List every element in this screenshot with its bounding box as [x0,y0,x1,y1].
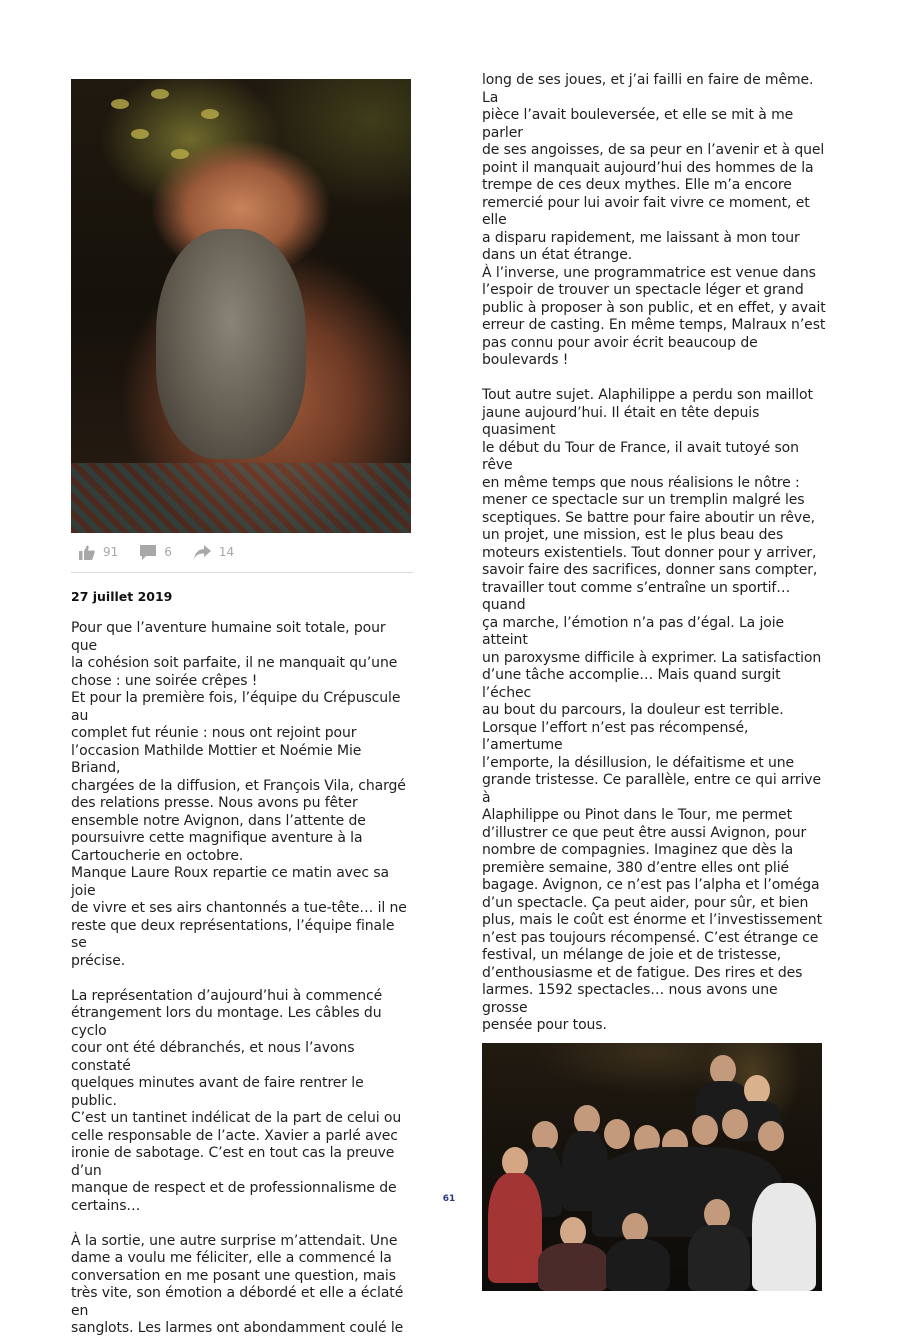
text-line: très vite, son émotion a débordé et elle a éclaté en [71,1285,404,1319]
text-line: a disparu rapidement, me laissant à mon tour [482,229,800,246]
text-line: d’illustrer ce que peut être aussi Avignon, pour [482,824,807,841]
paragraph-gap [482,370,827,388]
text-line: n’est pas toujours récompensé. C’est étrange ce [482,929,819,946]
text-line: sceptiques. Se battre pour faire aboutir un rêve, [482,509,815,526]
text-line: remercié pour lui avoir fait vivre ce moment, et elle [482,194,810,228]
person-face [604,1119,630,1149]
left-column [71,79,413,1338]
share-arrow-icon [194,545,211,559]
person-body [606,1239,670,1291]
text-line: festival, un mélange de joie et de tristesse, [482,947,782,963]
comment-icon [140,545,156,560]
left-text [71,620,413,1338]
text-line: précise. [71,952,126,969]
leaf-decoration [151,89,169,99]
paragraph [482,387,827,1035]
text-line: À la sortie, une autre surprise m’attendait. Une [71,1232,398,1249]
left-paragraphs [71,620,413,1338]
text-line: certains… [71,1197,141,1214]
person-face [722,1109,748,1139]
text-line: Alaphilippe ou Pinot dans le Tour, me permet [482,807,792,823]
share-count[interactable] [194,545,234,559]
text-line: ironie de sabotage. C’est en tout cas la preuve d’un [71,1145,395,1179]
text-line: savoir faire des sacrifices, donner sans compter, [482,562,818,578]
leaf-decoration [171,149,189,159]
text-line: Lorsque l’effort n’est pas récompensé, l’amertume [482,719,749,753]
person-body [538,1243,608,1291]
entry-date: 27 juillet 2019 [71,589,173,604]
text-line: la cohésion soit parfaite, il ne manquait qu’une [71,655,398,671]
text-line: d’une tâche accomplie… Mais quand surgit l’échec [482,667,781,701]
text-line: le début du Tour de France, il avait tutoyé son rêve [482,439,799,473]
page-number: 61 [442,1194,456,1204]
paragraph [71,1233,413,1338]
right-paragraphs [482,72,827,1035]
person-face [758,1121,784,1151]
text-line: pensée pour tous. [482,1017,607,1033]
text-line: sanglots. Les larmes ont abondamment coulé le [71,1320,404,1336]
photo-woman-with-cat [71,79,411,533]
blanket-pattern [71,463,411,533]
text-line: de ses angoisses, de sa peur en l’avenir et à quel [482,142,825,158]
text-line: boulevards ! [482,352,569,368]
text-line: quelques minutes avant de faire rentrer le public. [71,1075,364,1109]
social-bar [71,533,413,571]
share-count-value: 14 [218,545,235,559]
text-line: Manque Laure Roux repartie ce matin avec sa joie [71,865,389,899]
leaf-decoration [131,129,149,139]
text-line: l’espoir de trouver un spectacle léger et grand [482,282,804,298]
text-line: au bout du parcours, la douleur est terrible. [482,702,784,718]
comment-count[interactable] [140,545,172,560]
text-line: pas connu pour avoir écrit beaucoup de [482,334,758,351]
text-line: Pour que l’aventure humaine soit totale, pour que [71,620,386,654]
text-line: l’occasion Mathilde Mottier et Noémie Mie Briand, [71,742,362,776]
text-line: plus, mais le coût est énorme et l’investissement [482,912,822,928]
leaf-decoration [201,109,219,119]
paragraph-gap [71,970,413,988]
text-line: Et pour la première fois, l’équipe du Crépuscule au [71,690,401,724]
text-line: cour ont été débranchés, et nous l’avons constaté [71,1040,355,1074]
text-line: complet fut réunie : nous ont rejoint pour [71,725,357,741]
paragraph [71,988,413,1216]
text-line: Cartoucherie en octobre. [71,847,244,864]
like-count[interactable] [79,545,118,560]
like-count-value: 91 [103,545,119,559]
text-line: un paroxysme difficile à exprimer. La satisfaction [482,649,822,666]
text-line: pièce l’avait bouleversée, et elle se mit à me parler [482,107,794,141]
photo-group-team [482,1043,822,1291]
text-line: travailler tout comme s’entraîne un sportif… quand [482,579,791,613]
paragraph [71,620,413,970]
text-line: larmes. 1592 spectacles… nous avons une grosse [482,982,778,1016]
text-line: mener ce spectacle sur un tremplin malgré les [482,492,805,508]
text-line: l’emporte, la désillusion, le défaitisme et une [482,754,795,771]
text-line: nombre de compagnies. Imaginez que dès la [482,842,794,858]
text-line: conversation en me posant une question, mais [71,1267,396,1284]
text-line: d’un spectacle. Ça peut aider, pour sûr, et bien [482,894,809,911]
text-line: C’est un tantinet indélicat de la part de celui ou [71,1110,402,1126]
text-line: public à proposer à son public, et en effet, y avait [482,299,826,316]
comment-count-value: 6 [164,545,172,559]
text-line: en même temps que nous réalisions le nôtre : [482,474,800,491]
text-line: dame a voulu me féliciter, elle a commencé la [71,1250,392,1266]
text-line: poursuivre cette magnifique aventure à la [71,830,363,846]
text-line: Tout autre sujet. Alaphilippe a perdu son maillot [482,387,813,403]
text-line: La représentation d’aujourd’hui à commencé [71,987,383,1004]
person-face [692,1115,718,1145]
text-line: dans un état étrange. [482,247,633,263]
text-line: À l’inverse, une programmatrice est venue dans [482,264,816,281]
right-column [482,72,827,1291]
text-line: moteurs existentiels. Tout donner pour y arriver, [482,544,817,561]
text-line: manque de respect et de professionnalisme de [71,1180,397,1196]
text-line: jaune aujourd’hui. Il était en tête depuis quasiment [482,404,760,438]
text-line: trempe de ces deux mythes. Elle m’a encore [482,177,792,193]
text-line: première semaine, 380 d’entre elles ont plié [482,859,790,876]
divider [71,572,413,573]
text-line: ensemble notre Avignon, dans l’attente de [71,812,366,829]
text-line: de vivre et ses airs chantonnés a tue-tête… il ne [71,900,407,916]
person-body [688,1225,750,1291]
text-line: bagage. Avignon, ce n’est pas l’alpha et l’oméga [482,877,820,893]
paragraph [482,72,827,370]
thumbs-up-icon [79,545,95,560]
leaf-decoration [111,99,129,109]
text-line: erreur de casting. En même temps, Malraux n’est [482,317,826,333]
text-line: long de ses joues, et j’ai failli en faire de même. La [482,72,814,106]
text-line: des relations presse. Nous avons pu fêter [71,795,358,811]
cat-figure [156,229,306,459]
text-line: un projet, une mission, est le plus beau des [482,527,784,543]
text-line: chargées de la diffusion, et François Vila, chargé [71,777,406,794]
text-line: chose : une soirée crêpes ! [71,672,258,689]
text-line: grande tristesse. Ce parallèle, entre ce qui arrive à [482,772,821,806]
text-line: reste que deux représentations, l’équipe finale se [71,917,395,951]
text-line: point il manquait aujourd’hui des hommes de la [482,159,814,176]
text-line: ça marche, l’émotion n’a pas d’égal. La joie atteint [482,614,785,648]
text-line: étrangement lors du montage. Les câbles du cyclo [71,1005,382,1039]
text-line: d’enthousiasme et de fatigue. Des rires et des [482,964,803,981]
text-line: celle responsable de l’acte. Xavier a parlé avec [71,1127,398,1144]
paragraph-gap [71,1215,413,1233]
